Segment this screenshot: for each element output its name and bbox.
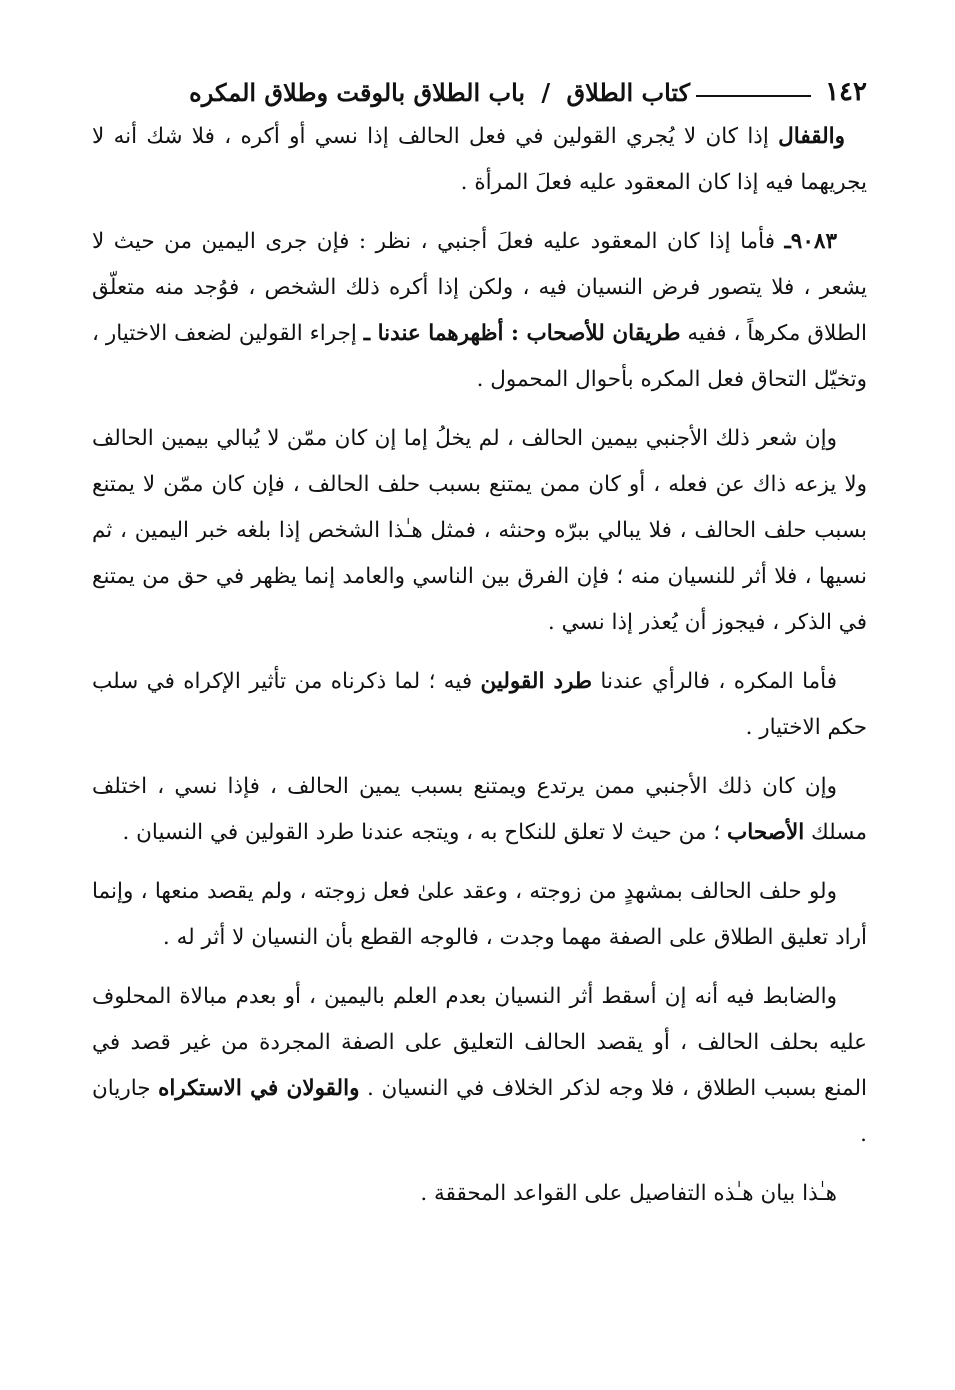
title-separator: / (541, 77, 551, 107)
paragraph (92, 974, 867, 1158)
chapter-title: باب الطلاق بالوقت وطلاق المكره (189, 77, 526, 107)
paragraph-text: هـٰذا بيان هـٰذه التفاصيل على القواعد المحققة . (420, 1181, 837, 1206)
paragraph-text: إذا كان لا يُجري القولين في فعل الحالف إذا نسي أو أكره ، فلا شك أنه لا يجريهما فيه إذا كان المعقود عليه فعلَ المرأة . (92, 124, 867, 195)
paragraph (92, 869, 867, 961)
paragraph-text: جاريان . (92, 1076, 867, 1147)
paragraph (92, 659, 867, 751)
running-title (189, 78, 690, 107)
bold-term: والقفال (778, 124, 845, 149)
paragraph-text: ولو حلف الحالف بمشهدٍ من زوجته ، وعقد علىٰ فعل زوجته ، ولم يقصد منعها ، وإنما أراد تعليق الطلاق على الصفة مهما وجدت ، فالوجه القطع بأن النسيان لا أثر له . (92, 879, 867, 950)
paragraph (92, 114, 867, 206)
paragraph-text: ؛ من حيث لا تعلق للنكاح به ، ويتجه عندنا طرد القولين في النسيان . (122, 820, 728, 845)
paragraph-text: فيه ؛ لما ذكرناه من تأثير الإكراه في سلب حكم الاختيار . (92, 669, 867, 740)
running-head (92, 70, 867, 114)
header-rule (696, 95, 811, 97)
bold-term: والقولان في الاستكراه (158, 1076, 360, 1101)
paragraph-text: فأما المكره ، فالرأي عندنا (592, 669, 838, 694)
paragraph-text: إجراء القولين لضعف الاختيار ، وتخيّل التحاق فعل المكره بأحوال المحمول . (92, 321, 867, 392)
paragraph (92, 219, 867, 403)
paragraph (92, 416, 867, 646)
bold-term: طرد القولين (480, 669, 593, 694)
page-number: ١٤٢ (825, 77, 867, 107)
document-page (92, 70, 867, 1230)
paragraph-text: وإن كان ذلك الأجنبي ممن يرتدع ويمتنع بسبب يمين الحالف ، فإذا نسي ، اختلف مسلك (92, 774, 867, 845)
book-title: كتاب الطلاق (566, 77, 691, 107)
paragraph (92, 1171, 867, 1217)
paragraph (92, 764, 867, 856)
paragraph-text: فأما إذا كان المعقود عليه فعلَ أجنبي ، نظر : فإن جرى اليمين من حيث لا يشعر ، فلا يتصور فرض النسيان فيه ، ولكن إذا أكره ذلك الشخص ، فوُجد منه متعلّق الطلاق مكرهاً ، ففيه (92, 229, 867, 346)
issue-number: ٩٠٨٣ـ (784, 229, 837, 254)
bold-term: الأصحاب (727, 820, 805, 845)
paragraph-text: وإن شعر ذلك الأجنبي بيمين الحالف ، لم يخلُ إما إن كان ممّن لا يُبالي بيمين الحالف ولا يزعه ذاك عن فعله ، أو كان ممن يمتنع بسبب حلف الحالف ، فإن كان ممّن لا يمتنع بسبب حلف الحالف ، فلا يبالي ببرّه وحنثه ، فمثل هـٰذا الشخص إذا بلغه خبر اليمين ، ثم نسيها ، فلا أثر للنسيان منه ؛ فإن الفرق بين الناسي والعامد إنما يظهر في حق من يمتنع في الذكر ، فيجوز أن يُعذر إذا نسي . (92, 426, 867, 635)
paragraph-text: والضابط فيه أنه إن أسقط أثر النسيان بعدم العلم باليمين ، أو بعدم مبالاة المحلوف عليه بحلف الحالف ، أو يقصد الحالف التعليق على الصفة المجردة من غير قصد في المنع بسبب الطلاق ، فلا وجه لذكر الخلاف في النسيان . (92, 984, 867, 1101)
body-text (92, 114, 867, 1217)
bold-term: طريقان للأصحاب : أظهرهما عندنا ـ (363, 321, 681, 346)
